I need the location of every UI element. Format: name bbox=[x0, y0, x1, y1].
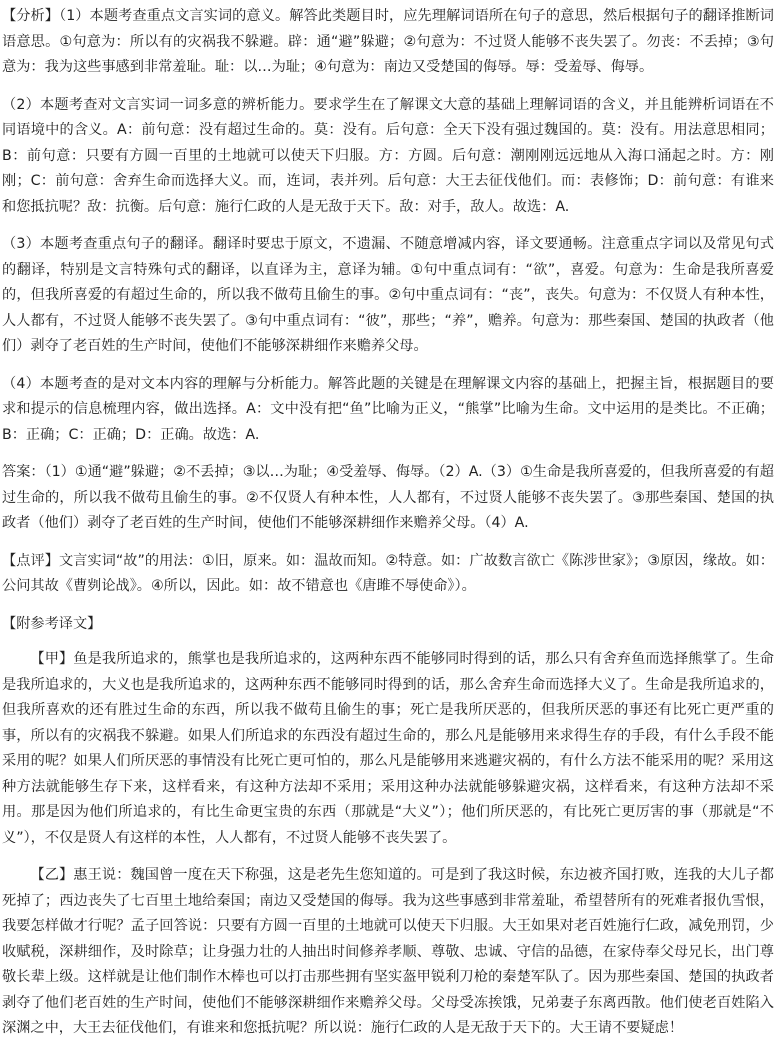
reference-translation-heading: 【附参考译文】 bbox=[2, 615, 102, 632]
analysis-part-3: （3）本题考查重点句子的翻译。翻译时要忠于原文，不遗漏、不随意增减内容，译文要通畅。注意重点字词以及常见句式的翻译，特别是文言特殊句式的翻译，以直译为主，意译为辅。①句中重点词有：“欲”，喜爱。句意为：生命是我所喜爱的，但我所喜爱的有超过生命的，所以我不做苟且偷生的事。②句中重点词有：“丧”，丧失。句意为：不仅贤人有种本性，人人都有，不过贤人能够不丧失罢了。③句中重点词有：“彼”，那些；“养”，赡养。句意为：那些秦国、楚国的执政者（他们）剥夺了老百姓的生产时间，使他们不能够深耕细作来赡养父母。 bbox=[2, 236, 774, 354]
translation-jia: 【甲】鱼是我所追求的，熊掌也是我所追求的，这两种东西不能够同时得到的话，那么只有舍弃鱼而选择熊掌了。生命是我所追求的，大义也是我所追求的，这两种东西不能够同时得到的话，那么舍弃生命而选择大义了。生命是我所追求的，但我所喜欢的还有胜过生命的东西，所以我不做苟且偷生的事；死亡是我所厌恶的，但我所厌恶的事还有比死亡更严重的事，所以有的灾祸我不躲避。如果人们所追求的东西没有超过生命的，那么凡是能够用来求得生存的手段，有什么手段不能采用的呢？如果人们所厌恶的事情没有比死亡更可怕的，那么凡是能够用来逃避灾祸的，有什么方法不能采用的呢？采用这种方法就能够生存下来，这样看来，有这种方法却不采用；采用这种办法就能够躲避灾祸，这样看来，有这种方法却不采用。那是因为他们所追求的，有比生命更宝贵的东西（那就是“大义”）；他们所厌恶的，有比死亡更厉害的事（那就是“不义”），不仅是贤人有这样的本性，人人都有，不过贤人能够不丧失罢了。 bbox=[2, 651, 774, 846]
comment-note: 【点评】文言实词“故”的用法：①旧，原来。如：温故而知。②特意。如：广故数言欲亡《陈涉世家》；③原因，缘故。如：公问其故《曹刿论战》。④所以，因此。如：故不错意也《唐雎不辱使命》）。 bbox=[2, 552, 774, 594]
analysis-part-4: （4）本题考查的是对文本内容的理解与分析能力。解答此题的关键是在理解课文内容的基础上，把握主旨，根据题目的要求和提示的信息梳理内容，做出选择。A：文中没有把“鱼”比喻为正义，“熊掌”比喻为生命。文中运用的是类比。不正确；B：正确；C：正确；D：正确。故选：A. bbox=[2, 375, 774, 443]
analysis-part-2: （2）本题考查对文言实词一词多意的辨析能力。要求学生在了解课文大意的基础上理解词语的含义，并且能辨析词语在不同语境中的含义。A：前句意：没有超过生命的。莫：没有。后句意：全天下没有强过魏国的。莫：没有。用法意思相同；B：前句意：只要有方圆一百里的土地就可以使天下归服。方：方圆。后句意：潮刚刚远远地从入海口涌起之时。方：刚刚；C：前句意：舍弃生命而选择大义。而，连词，表并列。后句意：大王去征伐他们。而：表修饰；D：前句意：有谁来和您抵抗呢？敌：抗衡。后句意：施行仁政的人是无敌于天下。敌：对手，敌人。故选：A. bbox=[2, 96, 774, 215]
translation-yi: 【乙】惠王说：魏国曾一度在天下称强，这是老先生您知道的。可是到了我这时候，东边被齐国打败，连我的大儿子都死掉了；西边丧失了七百里土地给秦国；南边又受楚国的侮辱。我为这些事感到非常羞耻，希望替所有的死难者报仇雪恨，我要怎样做才行呢？孟子回答说：只要有方圆一百里的土地就可以使天下归服。大王如果对老百姓施行仁政，减免刑罚，少收赋税，深耕细作，及时除草；让身强力壮的人抽出时间修养孝顺、尊敬、忠诚、守信的品德，在家侍奉父母兄长，出门尊敬长辈上级。这样就是让他们制作木棒也可以打击那些拥有坚实盔甲锐利刀枪的秦楚军队了。因为那些秦国、楚国的执政者剥夺了他们老百姓的生产时间，使他们不能够深耕细作来赡养父母。父母受冻挨饿，兄弟妻子东离西散。他们使老百姓陷入深渊之中，大王去征伐他们，有谁来和您抵抗呢？所以说：施行仁政的人是无敌于天下的。大王请不要疑虑！ bbox=[2, 867, 774, 1036]
answer-summary: 答案：（1）①通“避”躲避；②不丢掉；③以…为耻；④受羞辱、侮辱。（2）A.（3）①生命是我所喜爱的，但我所喜爱的有超过生命的，所以我不做苟且偷生的事。②不仅贤人有种本性，人人都有，不过贤人能够不丧失罢了。③那些秦国、楚国的执政者（他们）剥夺了老百姓的生产时间，使他们不能够深耕细作来赡养父母。（4）A. bbox=[2, 464, 774, 531]
analysis-part-1: 【分析】（1）本题考查重点文言实词的意义。解答此类题目时，应先理解词语所在句子的意思，然后根据句子的翻译推断词语意思。①句意为：所以有的灾祸我不躲避。辟：通“避”躲避；②句意为：不过贤人能够不丧失罢了。勿丧：不丢掉；③句意为：我为这些事感到非常羞耻。耻：以…为耻；④句意为：南边又受楚国的侮辱。辱：受羞辱、侮辱。 bbox=[2, 8, 774, 75]
